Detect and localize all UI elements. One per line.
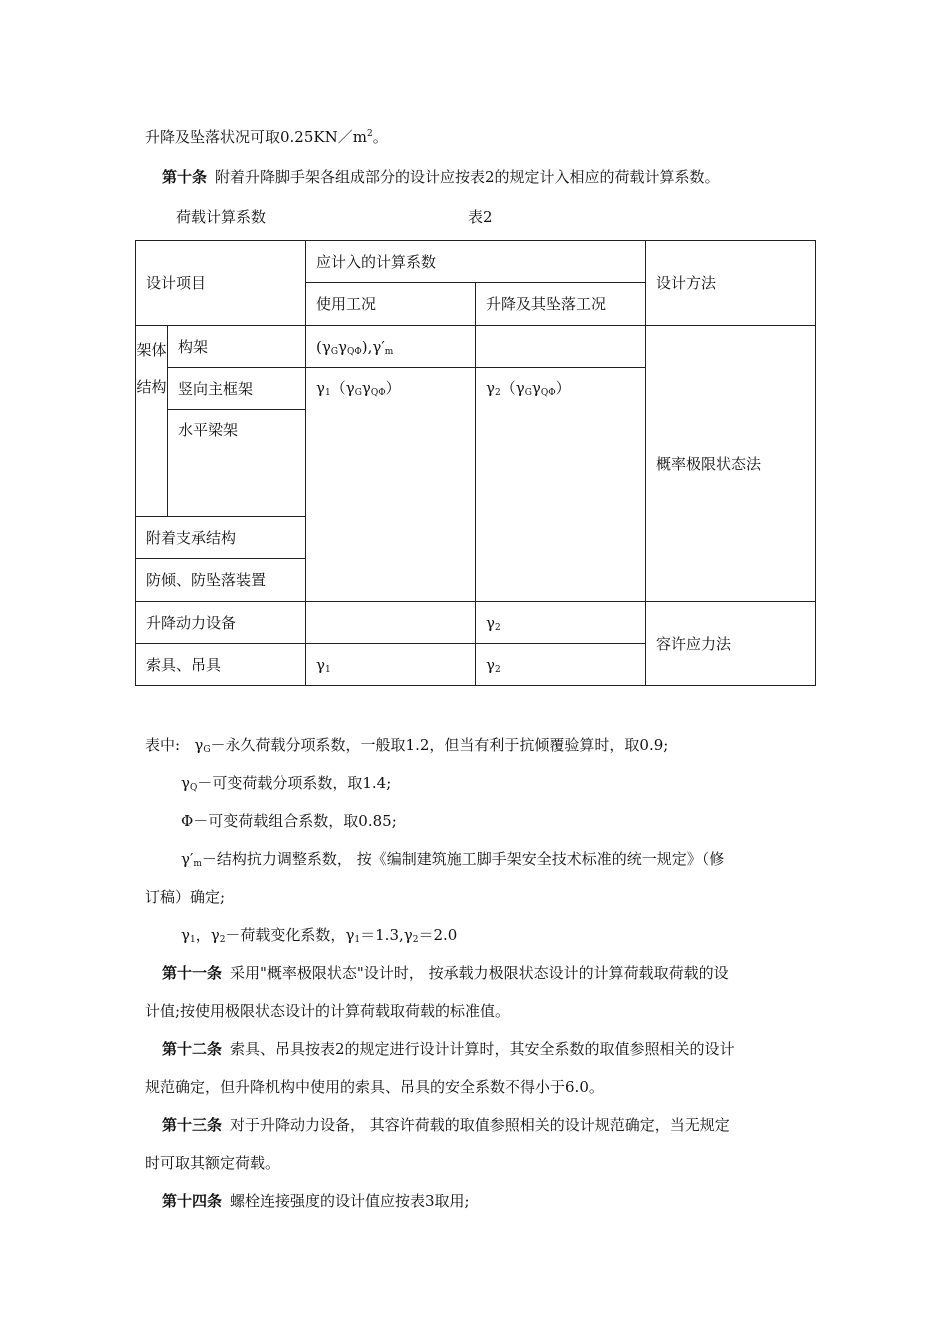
- coef-frame-use: $\gamma_1(\gamma_G\gamma_{Q\Phi})$: [306, 368, 476, 602]
- coef-frame-lift: $\gamma_2(\gamma_G\gamma_{Q\Phi})$: [476, 368, 646, 602]
- article-11: 第十一条 采用"概率极限状态"设计时， 按承载力极限状态设计的计算荷载取荷载的设: [162, 964, 729, 982]
- coef-shengJiang-use: [306, 602, 476, 644]
- note-gamma-m-cont: 订稿）确定;: [145, 888, 226, 906]
- row-label-fangQing: 防倾、防坠落装置: [136, 559, 306, 602]
- header-design-method: 设计方法: [646, 241, 816, 326]
- coef-gouJia-lift: [476, 326, 646, 368]
- coef-shengJiang-lift: $\gamma_2$: [476, 602, 646, 644]
- note-gamma-g: 表中: $\gamma_G-$永久荷载分项系数，一般取1.2，但当有利于抗倾覆验算时，取0.9;: [145, 736, 669, 755]
- article-11-cont: 计值;按使用极限状态设计的计算荷载取荷载的标准值。: [145, 1002, 511, 1020]
- article-14: 第十四条 螺栓连接强度的设计值应按表3取用;: [162, 1192, 470, 1210]
- header-lift-condition: 升降及其坠落工况: [476, 283, 646, 326]
- article-12-cont: 规范确定，但升降机构中使用的索具、吊具的安全系数不得小于6.0。: [145, 1078, 604, 1096]
- table-number: 表2: [468, 208, 493, 226]
- method-probability: 概率极限状态法: [646, 326, 816, 602]
- article-13-cont: 时可取其额定荷载。: [145, 1154, 281, 1172]
- frame-structure-group: 架体结构: [136, 326, 168, 517]
- article-label: 第十条: [162, 168, 208, 186]
- row-label-shengJiang: 升降动力设备: [136, 602, 306, 644]
- header-use-condition: 使用工况: [306, 283, 476, 326]
- method-allowable-stress: 容许应力法: [646, 602, 816, 686]
- article-label: 第十四条: [162, 1192, 223, 1210]
- row-label-shuXiang: 竖向主框架: [168, 368, 306, 410]
- note-gamma-1-2: $\gamma_1$，$\gamma_2-$荷载变化系数，$\gamma_1=1.3,\gamma_2=2.0$: [181, 926, 458, 945]
- article-label: 第十二条: [162, 1040, 223, 1058]
- article-text: 附着升降脚手架各组成部分的设计应按表2的规定计入相应的荷载计算系数。: [215, 168, 720, 186]
- article-12: 第十二条 索具、吊具按表2的规定进行设计计算时，其安全系数的取值参照相关的设计: [162, 1040, 735, 1058]
- row-label-suoJu: 索具、吊具: [136, 644, 306, 686]
- load-coefficient-table: [135, 240, 816, 686]
- row-label-shuiPing: 水平梁架: [168, 410, 306, 517]
- coef-suoJu-use: $\gamma_1$: [306, 644, 476, 686]
- article-10: [162, 166, 720, 187]
- coef-gouJia-use: $(\gamma_G\gamma_{Q\Phi}),\gamma'_m$: [306, 326, 476, 368]
- note-gamma-q: $\gamma_Q-$可变荷载分项系数，取1.4;: [181, 774, 392, 793]
- intro-line: 升降及坠落状况可取$0.25KN/m^2$。: [145, 128, 388, 146]
- row-label-gouJia: 构架: [168, 326, 306, 368]
- note-phi: Φ－可变荷载组合系数，取0.85;: [181, 812, 397, 830]
- header-coefficients: 应计入的计算系数: [306, 241, 646, 283]
- row-label-fuZhuo: 附着支承结构: [136, 517, 306, 559]
- article-label: 第十三条: [162, 1116, 223, 1134]
- note-gamma-m: $\gamma'_m-$结构抗力调整系数， 按《编制建筑施工脚手架安全技术标准的统一规定》（修: [181, 850, 725, 869]
- table-title: 荷载计算系数: [176, 208, 267, 226]
- header-design-item: 设计项目: [136, 241, 306, 326]
- article-label: 第十一条: [162, 964, 223, 982]
- coef-suoJu-lift: $\gamma_2$: [476, 644, 646, 686]
- article-13: 第十三条 对于升降动力设备， 其容许荷载的取值参照相关的设计规范确定，当无规定: [162, 1116, 730, 1134]
